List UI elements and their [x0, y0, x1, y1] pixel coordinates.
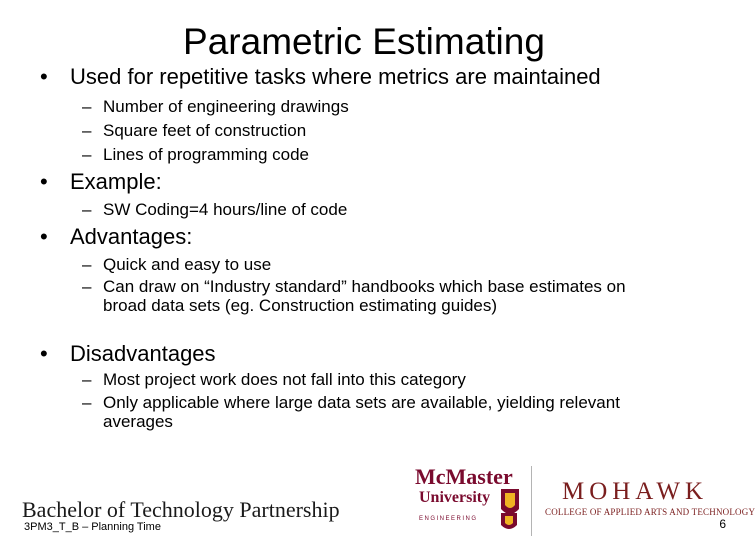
dash-icon: –: [82, 393, 92, 412]
bullet-dot-icon: •: [40, 169, 48, 194]
crest-icon: [501, 489, 519, 514]
bullet-dot-icon: •: [40, 224, 48, 249]
sub-bullet-text: Square feet of construction: [103, 121, 307, 140]
bullet-dot-icon: •: [40, 341, 48, 366]
sub-bullet-text: Can draw on “Industry standard” handbooks which base estimates on broad data sets (eg. Construction estimating guides): [103, 277, 626, 315]
logo-divider: [531, 466, 532, 536]
dash-icon: –: [82, 200, 92, 219]
sub-bullet: [82, 200, 658, 219]
slide-title: Parametric Estimating: [183, 21, 545, 62]
sub-bullet-text: Only applicable where large data sets are available, yielding relevant averages: [103, 393, 620, 431]
sub-bullet: [82, 97, 658, 116]
dash-icon: –: [82, 121, 92, 140]
mohawk-logo: [545, 478, 755, 526]
dash-icon: –: [82, 97, 92, 116]
sub-bullet: [82, 145, 658, 164]
university-wordmark: University: [419, 489, 491, 506]
sub-bullet: [82, 277, 658, 315]
bullet-disadvantages: [40, 341, 216, 367]
sub-bullet-text: Quick and easy to use: [103, 255, 272, 274]
dash-icon: –: [82, 255, 92, 274]
bullet-text: Disadvantages: [70, 341, 216, 366]
bullet-advantages: [40, 224, 192, 250]
bullet-example: [40, 169, 162, 195]
dash-icon: –: [82, 277, 92, 296]
program-wordmark: Bachelor of Technology Partnership: [22, 497, 340, 522]
sub-bullet: [82, 393, 658, 431]
dash-icon: –: [82, 370, 92, 389]
engineering-wordmark: ENGINEERING: [419, 516, 478, 522]
sub-bullet-text: SW Coding=4 hours/line of code: [103, 200, 348, 219]
bullet-dot-icon: •: [40, 64, 48, 89]
page-number: 6: [719, 517, 726, 531]
bullet-text: Used for repetitive tasks where metrics are maintained: [70, 64, 601, 89]
mohawk-wordmark: MOHAWK: [561, 478, 709, 505]
sub-bullet-text: Most project work does not fall into this category: [103, 370, 466, 389]
dash-icon: –: [82, 145, 92, 164]
bullet-used-for: [40, 64, 601, 90]
sub-bullet: [82, 255, 658, 274]
sub-bullet: [82, 121, 658, 140]
engineering-shield-icon: [501, 513, 517, 529]
mohawk-tagline: COLLEGE OF APPLIED ARTS AND TECHNOLOGY: [545, 507, 755, 517]
mcmaster-wordmark: McMaster: [415, 464, 513, 489]
sub-bullet: [82, 370, 658, 389]
bullet-text: Example:: [70, 169, 162, 194]
sub-bullet-text: Number of engineering drawings: [103, 97, 349, 116]
sub-bullet-text: Lines of programming code: [103, 145, 310, 164]
mcmaster-engineering-logo: [413, 465, 525, 535]
bullet-text: Advantages:: [70, 224, 193, 249]
course-code: 3PM3_T_B – Planning Time: [24, 521, 161, 533]
